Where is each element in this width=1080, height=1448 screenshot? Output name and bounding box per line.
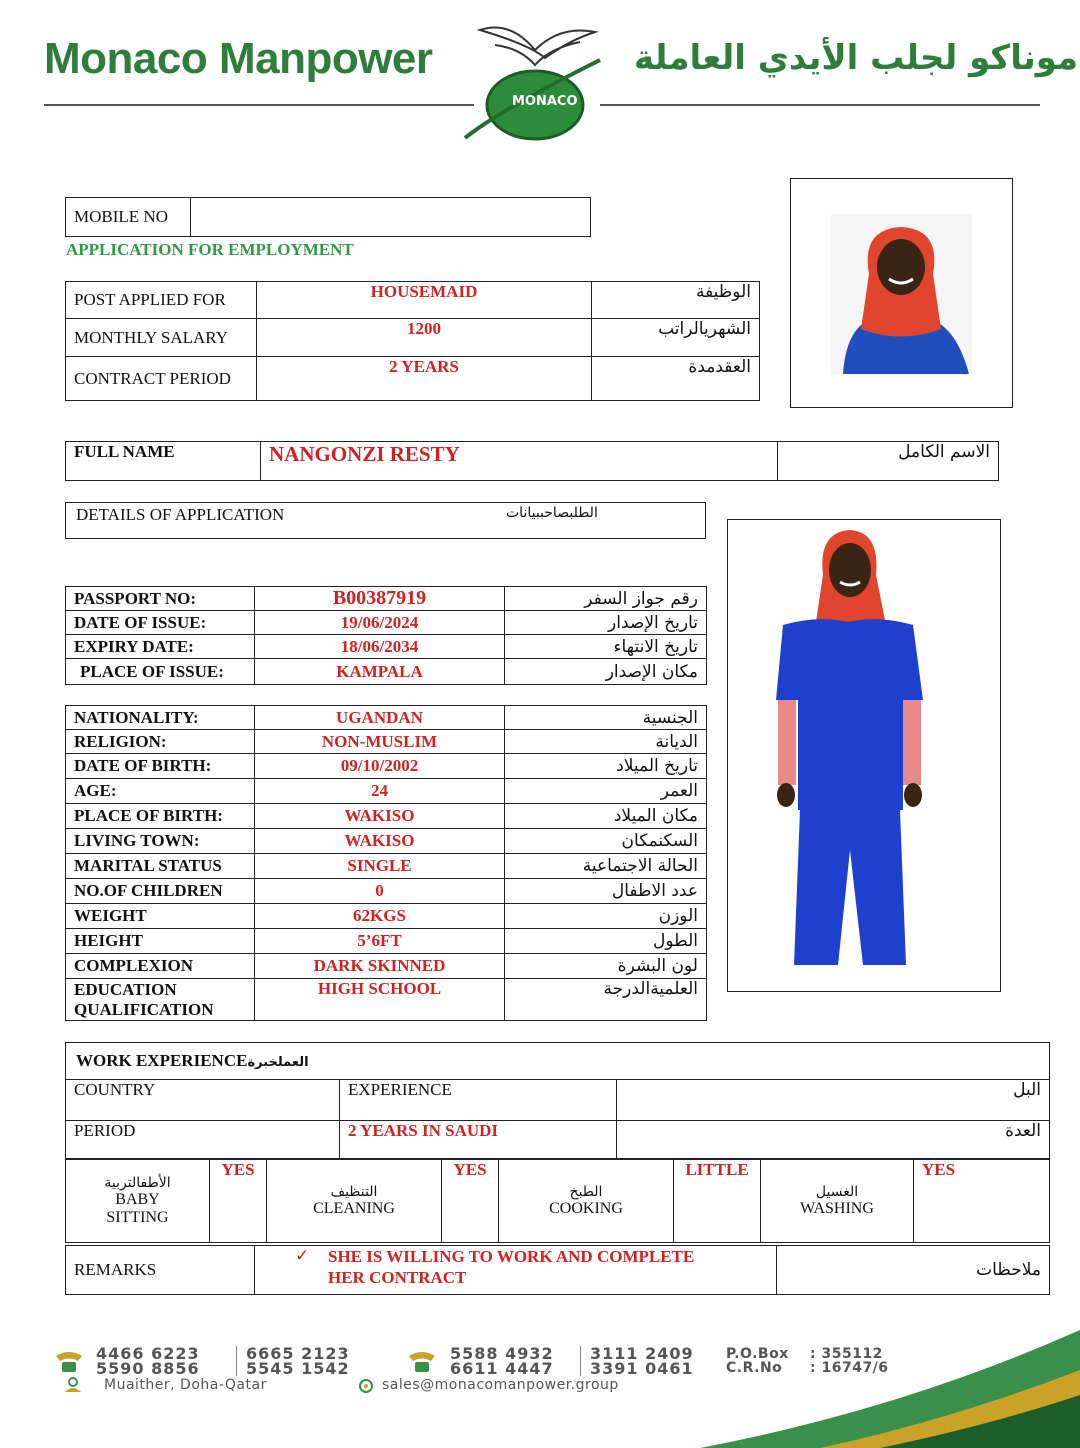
personal-table <box>65 705 707 1021</box>
company-logo <box>460 20 610 145</box>
skill-washing-ar: الغسيل <box>815 1184 859 1200</box>
country-label-ar: البل <box>617 1080 1050 1121</box>
work-title-ar: العملخبرة <box>247 1055 309 1070</box>
nationality-label: NATIONALITY: <box>66 706 255 730</box>
birthplace-label-ar: مكان الميلاد <box>505 804 707 829</box>
remarks-value <box>255 1246 777 1295</box>
birthplace-value: WAKISO <box>255 804 505 829</box>
post-label: POST APPLIED FOR <box>66 282 257 319</box>
brand-name-ar: موناكو لجلب الأيدي العاملة <box>634 38 1079 78</box>
marital-status-label-ar: الحالة الاجتماعية <box>505 854 707 879</box>
fullbody-photo-frame <box>727 519 1001 992</box>
passport-no-label-ar: رقم جواز السفر <box>505 587 707 611</box>
contract-value: 2 YEARS <box>257 357 592 401</box>
passport-no-label: PASSPORT NO: <box>66 587 255 611</box>
salary-value: 1200 <box>257 319 592 357</box>
skill-babysitting-ar: الأطفالتربية <box>104 1175 171 1191</box>
post-label-ar: الوظيفة <box>592 282 760 319</box>
application-title: APPLICATION FOR EMPLOYMENT <box>66 240 354 259</box>
skill-babysitting-value: YES <box>210 1160 267 1243</box>
children-label: NO.OF CHILDREN <box>66 879 255 904</box>
complexion-value: DARK SKINNED <box>255 954 505 979</box>
issue-date-value: 19/06/2024 <box>255 611 505 635</box>
period-value: 2 YEARS IN SAUDI <box>340 1121 617 1160</box>
phone-1a: 4466 6223 <box>96 1344 200 1363</box>
education-label-ar: العلميةالدرجة <box>505 979 707 1021</box>
nationality-label-ar: الجنسية <box>505 706 707 730</box>
country-label: COUNTRY <box>66 1080 340 1121</box>
religion-value: NON-MUSLIM <box>255 730 505 754</box>
age-value: 24 <box>255 779 505 804</box>
complexion-label-ar: لون البشرة <box>505 954 707 979</box>
dob-label: DATE OF BIRTH: <box>66 754 255 779</box>
issue-date-label-ar: تاريخ الإصدار <box>505 611 707 635</box>
issue-place-value: KAMPALA <box>255 659 505 685</box>
work-title <box>76 1051 309 1071</box>
phone-2a: 5590 8856 <box>96 1359 200 1378</box>
fullname-label-ar: الاسم الكامل <box>778 442 999 481</box>
phone-4b: 3391 0461 <box>590 1359 694 1378</box>
phone-2b: 5545 1542 <box>246 1359 350 1378</box>
remarks-table <box>65 1245 1050 1295</box>
fullname-table <box>65 441 999 481</box>
weight-value: 62KGS <box>255 904 505 929</box>
logo-text: MONACO <box>512 94 578 109</box>
remarks-line1: SHE IS WILLING TO WORK AND COMPLETE <box>328 1247 695 1266</box>
pobox-label: P.O.Box <box>726 1346 789 1362</box>
footer-email[interactable]: sales@monacomanpower.group <box>382 1377 619 1393</box>
children-value: 0 <box>255 879 505 904</box>
dob-label-ar: تاريخ الميلاد <box>505 754 707 779</box>
height-label: HEIGHT <box>66 929 255 954</box>
contract-label-ar: العقدمدة <box>592 357 760 401</box>
portrait-photo-frame <box>790 178 1013 408</box>
check-icon: ✓ <box>295 1246 310 1265</box>
phone-icon <box>52 1350 86 1376</box>
period-label: PERIOD <box>66 1121 340 1160</box>
remarks-label-ar: ملاحظات <box>777 1246 1050 1295</box>
skill-washing-en: WASHING <box>800 1200 874 1217</box>
phone-3b: 3111 2409 <box>590 1344 694 1363</box>
skill-cooking-en: COOKING <box>549 1200 623 1217</box>
weight-label-ar: الوزن <box>505 904 707 929</box>
living-town-value: WAKISO <box>255 829 505 854</box>
skill-cleaning-ar: التنظيف <box>330 1184 378 1200</box>
skill-cooking-ar: الطبخ <box>569 1184 603 1200</box>
footer-divider-2 <box>580 1346 581 1376</box>
passport-no-value: B00387919 <box>255 587 505 611</box>
phone-3a: 5588 4932 <box>450 1344 554 1363</box>
skill-washing <box>761 1160 914 1243</box>
crno-label: C.R.No <box>726 1360 783 1376</box>
weight-label: WEIGHT <box>66 904 255 929</box>
skills-table <box>65 1159 1050 1243</box>
phone-icon-2 <box>405 1350 439 1376</box>
details-label: DETAILS OF APPLICATION <box>76 505 285 524</box>
mobile-label: MOBILE NO <box>66 198 191 237</box>
skill-babysitting <box>66 1160 210 1243</box>
children-label-ar: عدد الاطفال <box>505 879 707 904</box>
height-label-ar: الطول <box>505 929 707 954</box>
experience-label: EXPERIENCE <box>340 1080 617 1121</box>
complexion-label: COMPLEXION <box>66 954 255 979</box>
footer-address: Muaither, Doha-Qatar <box>104 1377 267 1393</box>
mobile-value[interactable] <box>191 198 591 237</box>
period-label-ar: العدة <box>617 1121 1050 1160</box>
issue-place-label-ar: مكان الإصدار <box>505 659 707 685</box>
nationality-value: UGANDAN <box>255 706 505 730</box>
crno-value: : 16747/6 <box>810 1360 889 1376</box>
expiry-date-value: 18/06/2034 <box>255 635 505 659</box>
religion-label: RELIGION: <box>66 730 255 754</box>
religion-label-ar: الديانة <box>505 730 707 754</box>
post-value: HOUSEMAID <box>257 282 592 319</box>
education-label: EDUCATION QUALIFICATION <box>66 979 255 1021</box>
issue-date-label: DATE OF ISSUE: <box>66 611 255 635</box>
details-label-ar: الطلبصاحببيانات <box>506 505 598 521</box>
passport-table <box>65 586 707 685</box>
skill-cleaning-value: YES <box>442 1160 499 1243</box>
skill-cooking <box>499 1160 674 1243</box>
remarks-label: REMARKS <box>66 1246 255 1295</box>
expiry-date-label: EXPIRY DATE: <box>66 635 255 659</box>
skill-cleaning-en: CLEANING <box>313 1200 395 1217</box>
fullname-value: NANGONZI RESTY <box>261 442 778 481</box>
expiry-date-label-ar: تاريخ الانتهاء <box>505 635 707 659</box>
education-value: HIGH SCHOOL <box>255 979 505 1021</box>
contract-label: CONTRACT PERIOD <box>66 357 257 401</box>
age-label-ar: العمر <box>505 779 707 804</box>
height-value: 5’6FT <box>255 929 505 954</box>
portrait-photo <box>791 179 1012 407</box>
footer-divider <box>236 1346 237 1376</box>
dob-value: 09/10/2002 <box>255 754 505 779</box>
phone-1b: 6665 2123 <box>246 1344 350 1363</box>
issue-place-label: PLACE OF ISSUE: <box>66 659 255 685</box>
fullbody-photo <box>728 520 1000 991</box>
work-table <box>65 1079 1050 1160</box>
skill-cooking-value: LITTLE <box>674 1160 761 1243</box>
marital-status-label: MARITAL STATUS <box>66 854 255 879</box>
phone-4a: 6611 4447 <box>450 1359 554 1378</box>
living-town-label-ar: السكنمكان <box>505 829 707 854</box>
header-divider-left <box>44 104 474 106</box>
living-town-label: LIVING TOWN: <box>66 829 255 854</box>
skill-cleaning <box>267 1160 442 1243</box>
age-label: AGE: <box>66 779 255 804</box>
remarks-line2: HER CONTRACT <box>328 1268 467 1287</box>
salary-label-ar: الشهريالراتب <box>592 319 760 357</box>
details-box <box>65 502 706 539</box>
skill-babysitting-en: BABY SITTING <box>106 1191 169 1226</box>
location-icon <box>62 1376 84 1394</box>
email-icon <box>356 1378 376 1394</box>
fullname-label: FULL NAME <box>66 442 261 481</box>
pobox-value: : 355112 <box>810 1346 883 1362</box>
skill-washing-value: YES <box>914 1160 1050 1243</box>
mobile-table <box>65 197 591 237</box>
work-title-en: WORK EXPERIENCE <box>76 1051 248 1070</box>
marital-status-value: SINGLE <box>255 854 505 879</box>
salary-label: MONTHLY SALARY <box>66 319 257 357</box>
birthplace-label: PLACE OF BIRTH: <box>66 804 255 829</box>
header-divider-right <box>600 104 1040 106</box>
job-table <box>65 281 760 401</box>
brand-name-en: Monaco Manpower <box>44 34 433 83</box>
